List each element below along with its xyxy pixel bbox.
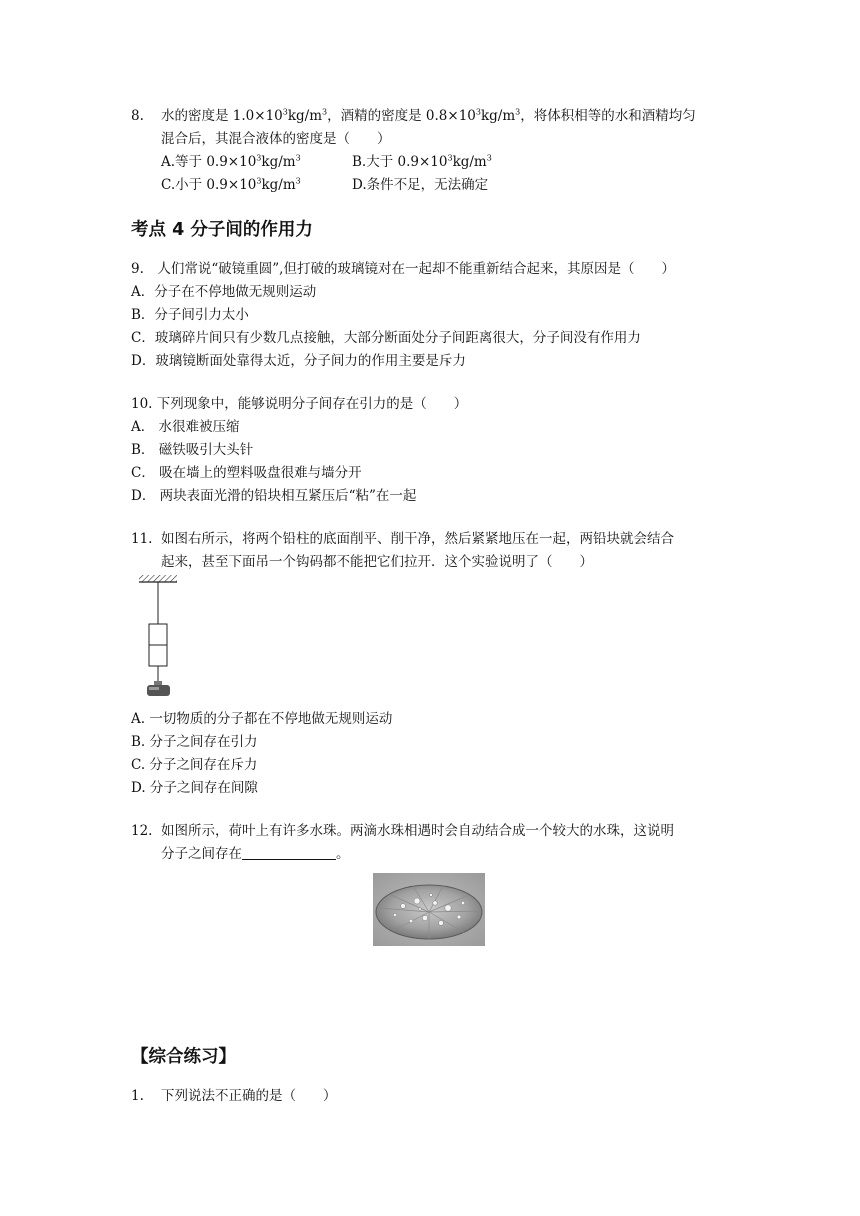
q9-option-a: A．分子在不停地做无规则运动	[131, 284, 317, 300]
q11-option-d: D. 分子之间存在间隙	[131, 780, 258, 796]
q8-stem-line1: 水的密度是 $1.0\times 10^3kg/m^3$，酒精的密度是 $0.8\times 10^3kg/m^3$，将体积相等的水和酒精均匀	[161, 107, 696, 124]
c1-stem: 下列说法不正确的是（ ）	[161, 1088, 337, 1104]
q8-option-c: C.小于 $0.9\times 10^3kg/m^3$	[161, 176, 301, 193]
q11-option-a: A. 一切物质的分子都在不停地做无规则运动	[131, 711, 393, 727]
q11-stem-line1: 如图右所示，将两个铅柱的底面削平、削干净，然后紧紧地压在一起，两铅块就会结合	[161, 531, 674, 547]
q9-option-b: B．分子间引力太小	[131, 307, 249, 323]
q8-option-b: B.大于 $0.9\times 10^3kg/m^3$	[352, 153, 492, 170]
c1-number: 1.	[131, 1088, 144, 1104]
hook-weight	[147, 685, 170, 696]
q9-option-c: C．玻璃碎片间只有少数几点接触，大部分断面处分子间距离很大，分子间没有作用力	[131, 330, 641, 346]
hook-weight-top	[154, 681, 162, 685]
q11-number: 11.	[131, 531, 153, 547]
q12-answer-blank[interactable]	[242, 845, 336, 860]
q8-option-a: A.等于 $0.9\times 10^3kg/m^3$	[161, 153, 301, 170]
q10-option-d: D． 两块表面光滑的铅块相互紧压后“粘”在一起	[131, 488, 417, 504]
q9-stem: 9. 人们常说“破镜重圆”,但打破的玻璃镜对在一起却不能重新结合起来，其原因是（ ）	[131, 261, 675, 277]
section-heading-4: 考点 4 分子间的作用力	[131, 220, 313, 240]
q8-option-d: D.条件不足，无法确定	[352, 177, 489, 193]
q10-option-c: C． 吸在墙上的塑料吸盘很难与墙分开	[131, 465, 362, 481]
upper-lead-cylinder	[149, 624, 167, 645]
lower-lead-cylinder	[149, 645, 167, 666]
q11-stem-line2: 起来，甚至下面吊一个钩码都不能把它们拉开．这个实验说明了（ ）	[161, 554, 593, 570]
q10-option-a: A． 水很难被压缩	[131, 419, 240, 435]
q11-option-c: C. 分子之间存在斥力	[131, 757, 258, 773]
q12-stem-line1: 如图所示，荷叶上有许多水珠。两滴水珠相遇时会自动结合成一个较大的水珠，这说明	[161, 823, 674, 839]
q12-number: 12.	[131, 823, 153, 839]
q10-option-b: B． 磁铁吸引大头针	[131, 442, 254, 458]
q9-option-d: D．玻璃镜断面处靠得太近，分子间力的作用主要是斥力	[131, 353, 466, 369]
q12-stem-line2: 分子之间存在 。	[161, 846, 350, 862]
section-heading-comprehensive: 【综合练习】	[131, 1047, 236, 1067]
q11-option-b: B. 分子之间存在引力	[131, 734, 258, 750]
q10-stem: 10. 下列现象中，能够说明分子间存在引力的是（ ）	[131, 396, 468, 412]
q8-stem-line2: 混合后，其混合液体的密度是（ ）	[161, 131, 391, 147]
lotus-leaf-photo	[373, 873, 485, 946]
q8-number: 8.	[131, 108, 144, 124]
ceiling-hatch	[139, 575, 177, 582]
lead-cylinders-figure	[137, 575, 185, 701]
